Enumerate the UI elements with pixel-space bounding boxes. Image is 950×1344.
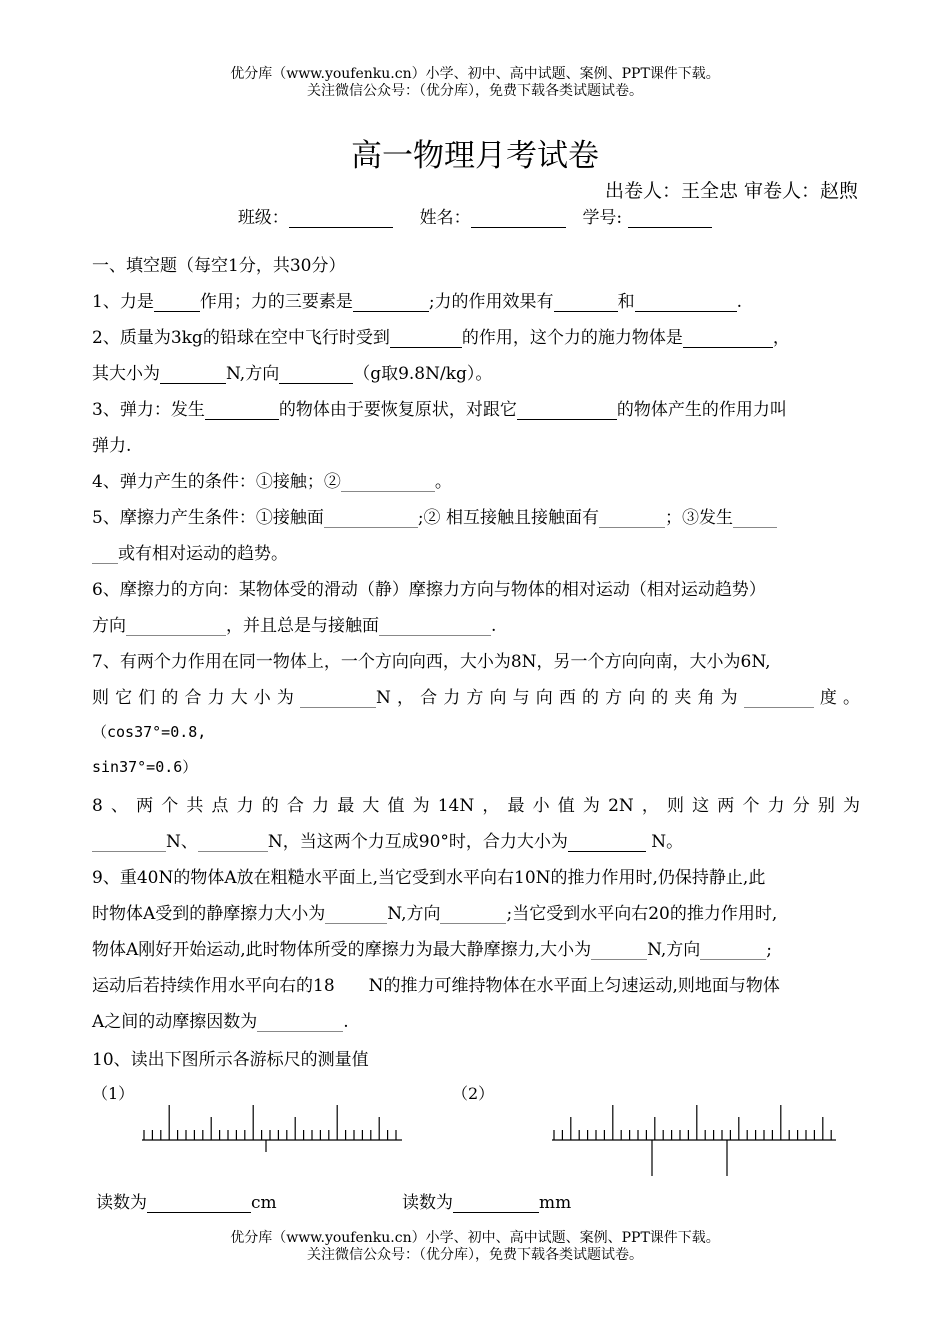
q1-text: 和	[617, 292, 635, 312]
q5-text: 5、摩擦力产生条件：①接触面	[92, 508, 324, 528]
page-title: 高一物理月考试卷	[351, 138, 599, 174]
q1-text: 作用；力的三要素是	[199, 292, 353, 312]
q9-text: N,方向	[647, 940, 701, 960]
q2-text: 的作用，这个力的施力物体是	[461, 328, 683, 348]
caliper-1-label: （1）	[92, 1084, 135, 1103]
header-line-1: 优分库（www.youfenku.cn）小学、初中、高中试题、案例、PPT课件下载。	[230, 66, 720, 82]
q6-text: ，并且总是与接触面	[226, 616, 379, 636]
authors: 出卷人：王全忠 审卷人：赵煦	[604, 180, 858, 202]
caliper-2-label: （2）	[452, 1084, 495, 1103]
question-10: 10、读出下图所示各游标尺的测量值	[92, 1050, 369, 1070]
q7-text: 度。	[813, 688, 861, 708]
q9-text: 物体A刚好开始运动,此时物体所受的摩擦力为最大静摩擦力,大小为	[92, 940, 592, 960]
reading-label: 读数为	[96, 1193, 147, 1213]
q3-text: 3、弹力：发生	[92, 400, 205, 420]
q6-text: .	[491, 616, 497, 636]
q3-text: 的物体由于要恢复原状，对跟它	[278, 400, 517, 420]
q7-text: 则它们的合力大小为	[92, 688, 301, 708]
q2-text: 2、质量为3kg的铅球在空中飞行时受到	[92, 328, 390, 348]
q5-text: 或有相对运动的趋势。	[118, 544, 288, 564]
question-7: 7、有两个力作用在同一物体上，一个方向向西，大小为8N，另一个方向向南，大小为6N,	[92, 652, 771, 672]
q4-text: 4、弹力产生的条件：①接触；②	[92, 472, 341, 492]
q7-text: N，合力方向与向西的方向的夹角为	[376, 688, 744, 708]
class-label: 班级：	[237, 208, 289, 228]
id-label: 学号:	[582, 208, 623, 228]
q8-text: N，当这两个力互成90°时，合力大小为	[267, 832, 568, 852]
caliper-2-blank[interactable]	[453, 1193, 539, 1213]
q2-text: （g取9.8N/kg）。	[353, 364, 493, 384]
q2-text: ，	[772, 328, 790, 348]
q1-text: 1、力是	[92, 292, 154, 312]
q9-text: .	[343, 1012, 349, 1032]
q9-text: ;	[766, 940, 773, 960]
q5-text: ;② 相互接触且接触面有	[417, 508, 599, 528]
q5-text: ；③发生	[664, 508, 733, 528]
question-6: 6、摩擦力的方向：某物体受的滑动（静）摩擦力方向与物体的相对运动（相对运动趋势）	[92, 580, 766, 600]
reading-unit: mm	[539, 1193, 572, 1213]
question-7-hint-1: （cos37°=0.8,	[92, 723, 207, 741]
q3-text: 的物体产生的作用力叫	[616, 400, 787, 420]
q6-text: 方向	[92, 616, 126, 636]
q9-text: N,方向	[387, 904, 441, 924]
q1-text: ;力的作用效果有	[428, 292, 554, 312]
q2-text: N,方向	[226, 364, 280, 384]
caliper-1-reading	[96, 1188, 396, 1213]
q8-text: N、	[166, 832, 198, 852]
caliper-2-reading	[402, 1188, 702, 1213]
footer-line-2: 关注微信公众号：（优分库），免费下载各类试题试卷。	[307, 1247, 643, 1263]
header-line-2: 关注微信公众号：（优分库），免费下载各类试题试卷。	[307, 83, 643, 99]
question-8: 8、两个共点力的合力最大值为14N，最小值为2N，则这两个力分别为	[92, 796, 860, 816]
question-7-hint-2: sin37°=0.6）	[92, 758, 198, 776]
name-label: 姓名：	[419, 208, 471, 228]
section-heading: 一、填空题（每空1分，共30分）	[92, 256, 346, 276]
q9-text: A之间的动摩擦因数为	[92, 1012, 258, 1032]
q2-text: 其大小为	[92, 364, 160, 384]
reading-unit: cm	[251, 1193, 277, 1213]
question-9-cont-3: 运动后若持续作用水平向右的18 N的推力可维持物体在水平面上匀速运动,则地面与物体	[92, 976, 780, 996]
question-9: 9、重40N的物体A放在粗糙水平面上,当它受到水平向右10N的推力作用时,仍保持静止,此	[92, 868, 766, 888]
q8-text: N。	[645, 832, 684, 852]
q4-text: 。	[434, 472, 452, 492]
q9-text: ;当它受到水平向右20的推力作用时,	[506, 904, 778, 924]
q9-text: 时物体A受到的静摩擦力大小为	[92, 904, 326, 924]
q1-text: .	[736, 292, 742, 312]
footer-line-1: 优分库（www.youfenku.cn）小学、初中、高中试题、案例、PPT课件下载。	[230, 1230, 720, 1246]
caliper-1-blank[interactable]	[147, 1193, 251, 1213]
question-3-cont: 弹力.	[92, 436, 132, 456]
reading-label: 读数为	[402, 1193, 453, 1213]
site-footer	[0, 1230, 950, 1264]
